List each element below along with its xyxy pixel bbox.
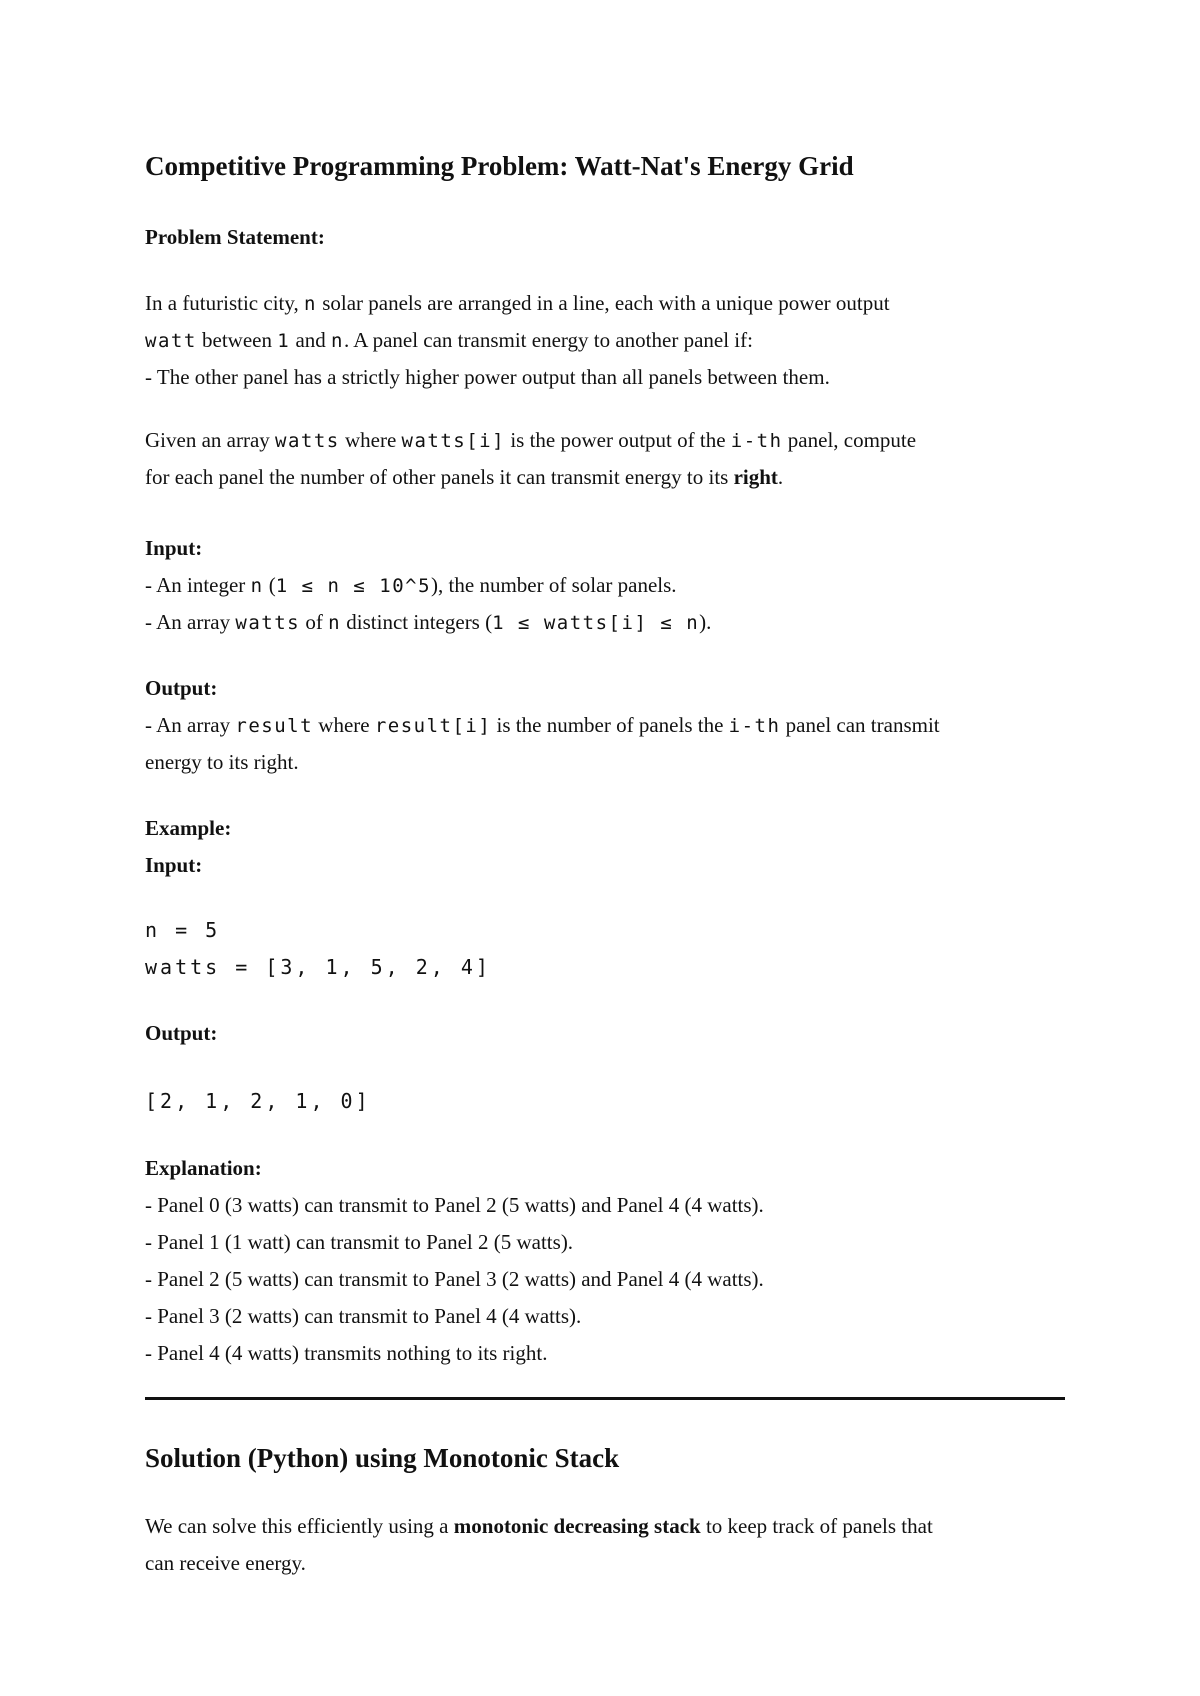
statement-line-4: [145, 422, 1065, 459]
statement-line-2: [145, 322, 1065, 359]
text: - An integer: [145, 573, 251, 597]
text: is the power output of the: [505, 428, 731, 452]
code-line-n: n = 5: [145, 918, 221, 942]
text: . A panel can transmit energy to another panel if:: [343, 328, 753, 352]
explanation-item: - Panel 1 (1 watt) can transmit to Panel 2 (5 watts).: [145, 1230, 574, 1254]
output-line-2: energy to its right.: [145, 750, 299, 774]
text: (: [263, 573, 276, 597]
code-watts: watts: [275, 430, 340, 452]
code-constraint: 1 ≤ n ≤ 10^5: [275, 575, 432, 597]
example-section: [145, 810, 1065, 884]
text: .: [777, 465, 784, 489]
statement-paragraph-2: [145, 422, 1065, 496]
code-result: result: [235, 715, 314, 737]
problem-statement-label: Problem Statement:: [145, 225, 325, 249]
example-output-code: [145, 1083, 1065, 1120]
explanation-label: Explanation:: [145, 1156, 262, 1180]
text: is the number of panels the: [491, 713, 729, 737]
text: ).: [699, 610, 712, 634]
code-n: n: [250, 575, 264, 597]
solution-paragraph: [145, 1508, 1065, 1582]
text: distinct integers (: [341, 610, 493, 634]
horizontal-divider: [145, 1397, 1065, 1400]
explanation-item: - Panel 3 (2 watts) can transmit to Panel 4 (4 watts).: [145, 1304, 582, 1328]
explanation-section: [145, 1150, 1065, 1372]
code-ith: i-th: [728, 715, 781, 737]
code-watts-i: watts[i]: [401, 430, 506, 452]
input-line-1: [145, 567, 1065, 604]
solution-line-2: can receive energy.: [145, 1551, 306, 1575]
code-n: n: [331, 330, 344, 352]
text: of: [300, 610, 329, 634]
example-input-label: Input:: [145, 853, 203, 877]
input-line-2: [145, 604, 1065, 641]
text: and: [290, 328, 332, 352]
text: for each panel the number of other panels it can transmit energy to its: [145, 465, 734, 489]
text: to keep track of panels that: [700, 1514, 933, 1538]
example-input-code: [145, 912, 1065, 986]
statement-line-5: [145, 459, 1065, 496]
text: ), the number of solar panels.: [431, 573, 677, 597]
example-label: Example:: [145, 816, 232, 840]
text: solar panels are arranged in a line, each with a unique power output: [316, 291, 890, 315]
text: - An array: [145, 713, 236, 737]
output-section: [145, 670, 1065, 781]
code-watt: watt: [145, 330, 197, 352]
statement-paragraph-1: [145, 285, 1065, 396]
code-ith: i-th: [730, 430, 783, 452]
solution-line-1: [145, 1508, 1065, 1545]
explanation-item: - Panel 2 (5 watts) can transmit to Panel 3 (2 watts) and Panel 4 (4 watts).: [145, 1267, 764, 1291]
code-line-watts: watts = [3, 1, 5, 2, 4]: [145, 955, 491, 979]
page-title: Competitive Programming Problem: Watt-Nat's Energy Grid: [145, 151, 854, 181]
explanation-item: - Panel 0 (3 watts) can transmit to Panel 2 (5 watts) and Panel 4 (4 watts).: [145, 1193, 764, 1217]
problem-statement-section: [145, 219, 1065, 256]
bold-right: right: [733, 465, 778, 489]
explanation-item: - Panel 4 (4 watts) transmits nothing to its right.: [145, 1341, 548, 1365]
example-output: [145, 1015, 1065, 1052]
solution-heading: Solution (Python) using Monotonic Stack: [145, 1443, 620, 1473]
code-n: n: [304, 293, 317, 315]
text: In a futuristic city,: [145, 291, 305, 315]
code-line-result: [2, 1, 2, 1, 0]: [145, 1089, 371, 1113]
input-label: Input:: [145, 536, 203, 560]
text: - An array: [145, 610, 236, 634]
text: panel can transmit: [780, 713, 940, 737]
text: where: [339, 428, 402, 452]
bold-monotonic-stack: monotonic decreasing stack: [453, 1514, 701, 1538]
statement-bullet: - The other panel has a strictly higher power output than all panels between them.: [145, 365, 830, 389]
output-line-1: [145, 707, 1065, 744]
code-result-i: result[i]: [374, 715, 492, 737]
code-n: n: [328, 612, 342, 634]
code-one: 1: [277, 330, 291, 352]
example-output-label: Output:: [145, 1021, 218, 1045]
output-label: Output:: [145, 676, 218, 700]
text: We can solve this efficiently using a: [145, 1514, 454, 1538]
statement-line-1: [145, 285, 1065, 322]
text: between: [196, 328, 278, 352]
text: panel, compute: [782, 428, 917, 452]
code-constraint: 1 ≤ watts[i] ≤ n: [492, 612, 700, 634]
input-section: [145, 530, 1065, 641]
code-watts: watts: [235, 612, 301, 634]
text: where: [313, 713, 375, 737]
text: Given an array: [145, 428, 276, 452]
